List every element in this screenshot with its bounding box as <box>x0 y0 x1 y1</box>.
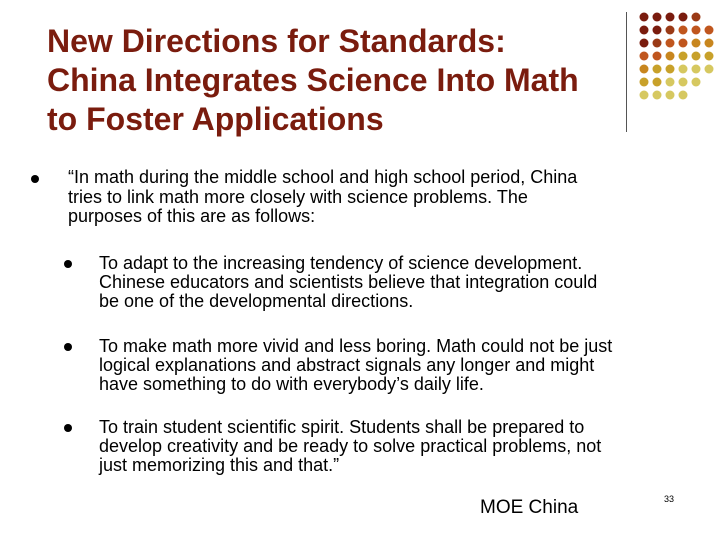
decorative-dot <box>679 91 688 100</box>
decorative-dot <box>666 13 675 22</box>
decorative-dot <box>666 91 675 100</box>
decorative-dot <box>666 65 675 74</box>
slide-title-line: to Foster Applications <box>47 101 384 137</box>
decorative-dot <box>692 39 701 48</box>
decorative-dot <box>705 26 714 35</box>
decorative-dot <box>653 13 662 22</box>
decorative-dot <box>666 39 675 48</box>
slide-title-line: China Integrates Science Into Math <box>47 62 579 98</box>
sub-bullet-line: be one of the developmental directions. <box>99 291 414 311</box>
decorative-dot <box>640 13 649 22</box>
bullet-icon <box>64 343 72 351</box>
decorative-dot <box>679 13 688 22</box>
sub-bullet-line: develop creativity and be ready to solve practical problems, not <box>99 436 602 456</box>
main-bullet-line: tries to link math more closely with science problems. The <box>68 186 528 207</box>
decorative-dot <box>640 91 649 100</box>
decorative-dot <box>679 26 688 35</box>
decorative-dot <box>666 26 675 35</box>
decorative-dot <box>640 65 649 74</box>
decorative-dot <box>679 78 688 87</box>
slide-title-line: New Directions for Standards: <box>47 23 506 59</box>
sub-bullet-line: To train student scientific spirit. Students shall be prepared to <box>99 417 585 437</box>
decorative-dot <box>692 78 701 87</box>
decorative-dot <box>653 52 662 61</box>
decorative-dot <box>653 65 662 74</box>
decorative-vertical-rule <box>626 12 627 132</box>
sub-bullet-text <box>99 337 689 394</box>
decorative-dot <box>692 65 701 74</box>
decorative-dot <box>679 39 688 48</box>
bullet-icon <box>64 424 72 432</box>
decorative-dot <box>640 39 649 48</box>
main-bullet-line: purposes of this are as follows: <box>68 206 316 226</box>
decorative-dot <box>653 26 662 35</box>
decorative-dot <box>640 52 649 61</box>
decorative-dot <box>679 65 688 74</box>
sub-bullet-line: logical explanations and abstract signals any longer and might <box>99 355 595 375</box>
slide-title <box>47 22 617 139</box>
decorative-dot <box>705 65 714 74</box>
bullet-icon <box>64 260 72 268</box>
decorative-dot-grid <box>638 12 718 112</box>
page-number: 33 <box>664 494 675 504</box>
main-bullet-text <box>68 168 678 227</box>
decorative-dot <box>653 78 662 87</box>
sub-bullet-line: To make math more vivid and less boring. Math could not be just <box>99 336 613 356</box>
sub-bullet-line: have something to do with everybody’s daily life. <box>99 374 484 394</box>
main-bullet-line: “In math during the middle school and high school period, China <box>68 167 578 187</box>
source-attribution: MOE China <box>480 497 579 518</box>
decorative-dot <box>653 39 662 48</box>
decorative-dot <box>692 13 701 22</box>
decorative-dot <box>653 91 662 100</box>
decorative-dot <box>679 52 688 61</box>
decorative-dot <box>640 26 649 35</box>
sub-bullet-text <box>99 254 689 311</box>
decorative-dot <box>705 52 714 61</box>
sub-bullet-line: just memorizing this and that.” <box>99 455 340 475</box>
decorative-dot <box>692 52 701 61</box>
decorative-dot <box>692 26 701 35</box>
decorative-dot <box>640 78 649 87</box>
bullet-icon <box>31 175 39 183</box>
sub-bullet-line: Chinese educators and scientists believe that integration could <box>99 272 598 292</box>
decorative-dot <box>705 39 714 48</box>
sub-bullet-text <box>99 418 689 475</box>
decorative-dot <box>666 78 675 87</box>
sub-bullet-line: To adapt to the increasing tendency of science development. <box>99 253 583 273</box>
decorative-dot <box>666 52 675 61</box>
